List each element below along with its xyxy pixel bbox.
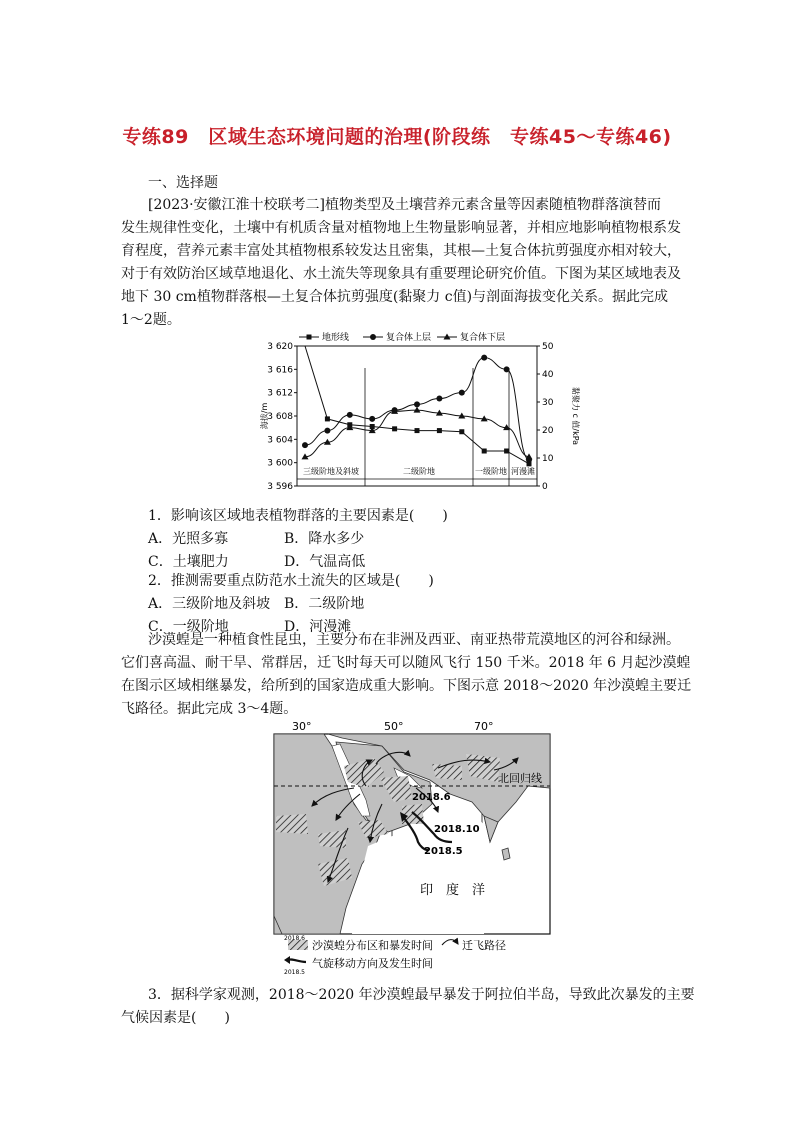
q2-option-d[interactable]: D．河漫滩 (284, 619, 352, 635)
data-point-1-6 (436, 396, 442, 402)
legend-marker (307, 335, 312, 340)
intro1-line-1: [2023·安徽江淮十校联考二]植物类型及土壤营养元素含量等因素随植物群落演替而 (148, 197, 662, 213)
data-point-0-1 (325, 416, 330, 421)
data-point-1-2 (347, 412, 353, 418)
legend-outbreak-sample: 2018.6 (284, 935, 305, 942)
zone-label-2: 一级阶地 (475, 467, 507, 476)
q2-stem: 2．推测需要重点防范水土流失的区域是( ) (148, 573, 434, 589)
section-heading: 一、选择题 (148, 175, 218, 191)
left-tick-label: 3 604 (267, 435, 293, 446)
left-tick-label: 3 596 (267, 482, 293, 492)
intro2-line-1: 沙漠蝗是一种植食性昆虫，主要分布在非洲及西亚、南亚热带荒漠地区的河谷和绿洲。 (148, 632, 680, 648)
q2-option-b[interactable]: B．二级阶地 (284, 596, 365, 612)
data-point-0-7 (459, 429, 464, 434)
left-tick-label: 3 608 (267, 412, 293, 422)
intro2-line-4: 飞路径。据此完成 3～4题。 (121, 701, 298, 717)
page-title: 专练89 区域生态环境问题的治理(阶段练 专练45～专练46) (122, 126, 672, 148)
data-point-1-1 (324, 428, 330, 434)
zone-label-3: 河漫滩 (511, 467, 535, 476)
y-axis-right-label: 黏聚力 c 值/kPa (571, 386, 580, 446)
q1-option-a[interactable]: A．光照多寡 (148, 531, 229, 547)
right-tick-label: 0 (542, 482, 548, 492)
q1-stem: 1．影响该区域地表植物群落的主要因素是( ) (148, 508, 448, 524)
legend-cyclone-line (288, 959, 306, 962)
data-point-1-0 (302, 442, 308, 448)
locust-migration-map (262, 716, 558, 976)
q1-option-b[interactable]: B．降水多少 (284, 531, 365, 547)
right-tick-label: 50 (542, 342, 554, 352)
left-tick-label: 3 600 (267, 458, 293, 469)
tropic-label: 北回归线 (498, 772, 542, 785)
series-line-2 (305, 410, 529, 457)
intro1-line-4: 对于有效防治区域草地退化、水土流失等现象具有重要理论研究价值。下图为某区域地表及 (121, 266, 681, 282)
left-tick-label: 3 620 (267, 342, 293, 352)
q1-option-d[interactable]: D．气温高低 (284, 554, 366, 570)
q1-option-c[interactable]: C．土壤肥力 (148, 554, 229, 570)
right-tick-label: 10 (542, 454, 554, 464)
data-point-1-3 (369, 416, 375, 422)
left-tick-label: 3 612 (267, 388, 293, 399)
intro2-line-2: 它们喜高温、耐干旱、常群居，迁飞时每天可以随风飞行 150 千米。2018 年 6 月起沙漠蝗 (121, 655, 691, 671)
y-axis-left-label: 海拔/m (260, 402, 269, 430)
data-point-0-8 (482, 449, 487, 454)
data-point-0-4 (392, 426, 397, 431)
legend-route-label: 迁飞路径 (462, 939, 506, 952)
legend-route-arrow (442, 940, 458, 945)
data-point-0-9 (504, 449, 509, 454)
legend-cyclone-label: 气旋移动方向及发生时间 (312, 957, 433, 970)
data-point-0-5 (415, 428, 420, 433)
altitude-cohesion-chart (255, 328, 585, 494)
date-2018-5: 2018.5 (424, 846, 463, 857)
q2-option-a[interactable]: A．三级阶地及斜坡 (148, 596, 271, 612)
intro1-line-3: 育程度，营养元素丰富处其植物根系较发达且密集，其根—土复合体抗剪强度亦相对较大， (121, 243, 681, 259)
legend-label-2: 复合体下层 (460, 333, 506, 343)
intro1-line-5: 地下 30 cm植物群落根—土复合体抗剪强度(黏聚力 c值)与剖面海拔变化关系。据此完成 (121, 289, 669, 305)
date-2018-10: 2018.10 (434, 824, 480, 835)
zone-label-0: 三级阶地及斜坡 (303, 467, 359, 476)
q3-stem-line-2: 气候因素是( ) (121, 1010, 230, 1026)
lon-label-70: 70° (474, 720, 494, 733)
q3-stem-line-1: 3．据科学家观测，2018～2020 年沙漠蝗最早暴发于阿拉伯半岛，导致此次暴发的主要 (148, 987, 695, 1003)
ocean-label: 印 度 洋 (420, 883, 486, 898)
lon-label-30: 30° (292, 720, 312, 733)
intro1-line-2: 发生规律性变化，土壤中有机质含量对植物地上生物量影响显著，并相应地影响植物根系发 (121, 220, 681, 236)
lon-label-50: 50° (384, 720, 404, 733)
legend-outbreak-label: 沙漠蝗分布区和暴发时间 (312, 939, 433, 952)
date-2018-6: 2018.6 (412, 792, 451, 803)
data-point-2-5 (414, 407, 421, 413)
left-tick-label: 3 616 (267, 365, 293, 376)
right-tick-label: 40 (542, 370, 554, 380)
legend-label-1: 复合体上层 (386, 333, 432, 343)
legend-label-0: 地形线 (322, 333, 350, 343)
intro2-line-3: 在图示区域相继暴发，给所到的国家造成重大影响。下图示意 2018～2020 年沙漠蝗主要迁 (121, 678, 692, 694)
chart-frame (297, 346, 537, 486)
right-tick-label: 30 (542, 398, 554, 408)
zone-label-1: 二级阶地 (403, 467, 435, 476)
data-point-0-6 (437, 428, 442, 433)
data-point-1-8 (481, 355, 487, 361)
right-tick-label: 20 (542, 426, 554, 436)
intro1-line-6: 1～2题。 (121, 312, 181, 328)
legend-marker (370, 334, 376, 340)
legend-cyclone-sample: 2018.5 (284, 969, 305, 976)
data-point-1-5 (414, 401, 420, 407)
q2-option-c[interactable]: C．一级阶地 (148, 619, 229, 635)
data-point-1-7 (459, 390, 465, 396)
